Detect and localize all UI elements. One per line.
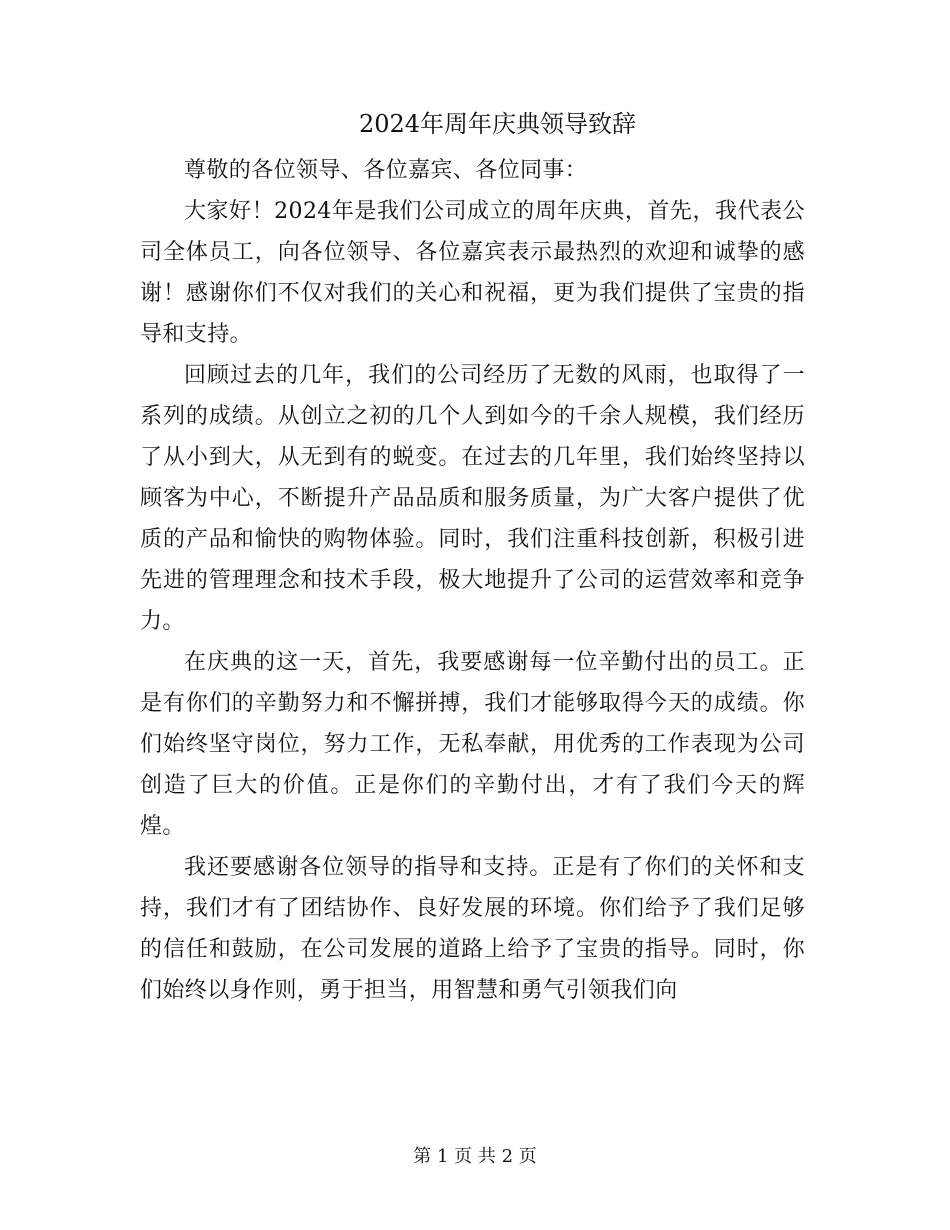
body-paragraph: 我还要感谢各位领导的指导和支持。正是有了你们的关怀和支持，我们才有了团结协作、良好发展的环境。你们给予了我们足够的信任和鼓励，在公司发展的道路上给予了宝贵的指导。同时，你们始终以身作则，勇于担当，用智慧和勇气引领我们向 xyxy=(140,855,805,1003)
body-paragraph: 大家好！2024年是我们公司成立的周年庆典，首先，我代表公司全体员工，向各位领导、各位嘉宾表示最热烈的欢迎和诚挚的感谢！感谢你们不仅对我们的关心和祝福，更为我们提供了宝贵的指导和支持。 xyxy=(140,199,805,347)
page-footer: 第 1 页 共 2 页 xyxy=(413,1146,537,1167)
document-body xyxy=(140,150,805,1011)
salutation-paragraph: 尊敬的各位领导、各位嘉宾、各位同事： xyxy=(184,158,588,183)
document-title: 2024年周年庆典领导致辞 xyxy=(358,110,637,138)
body-paragraph: 在庆典的这一天，首先，我要感谢每一位辛勤付出的员工。正是有你们的辛勤努力和不懈拼搏，我们才能够取得今天的成绩。你们始终坚守岗位，努力工作，无私奉献，用优秀的工作表现为公司创造了巨大的价值。正是你们的辛勤付出，才有了我们今天的辉煌。 xyxy=(140,650,805,839)
body-paragraph: 回顾过去的几年，我们的公司经历了无数的风雨，也取得了一系列的成绩。从创立之初的几个人到如今的千余人规模，我们经历了从小到大，从无到有的蜕变。在过去的几年里，我们始终坚持以顾客为中心，不断提升产品品质和服务质量，为广大客户提供了优质的产品和愉快的购物体验。同时，我们注重科技创新，积极引进先进的管理理念和技术手段，极大地提升了公司的运营效率和竞争力。 xyxy=(140,363,805,634)
